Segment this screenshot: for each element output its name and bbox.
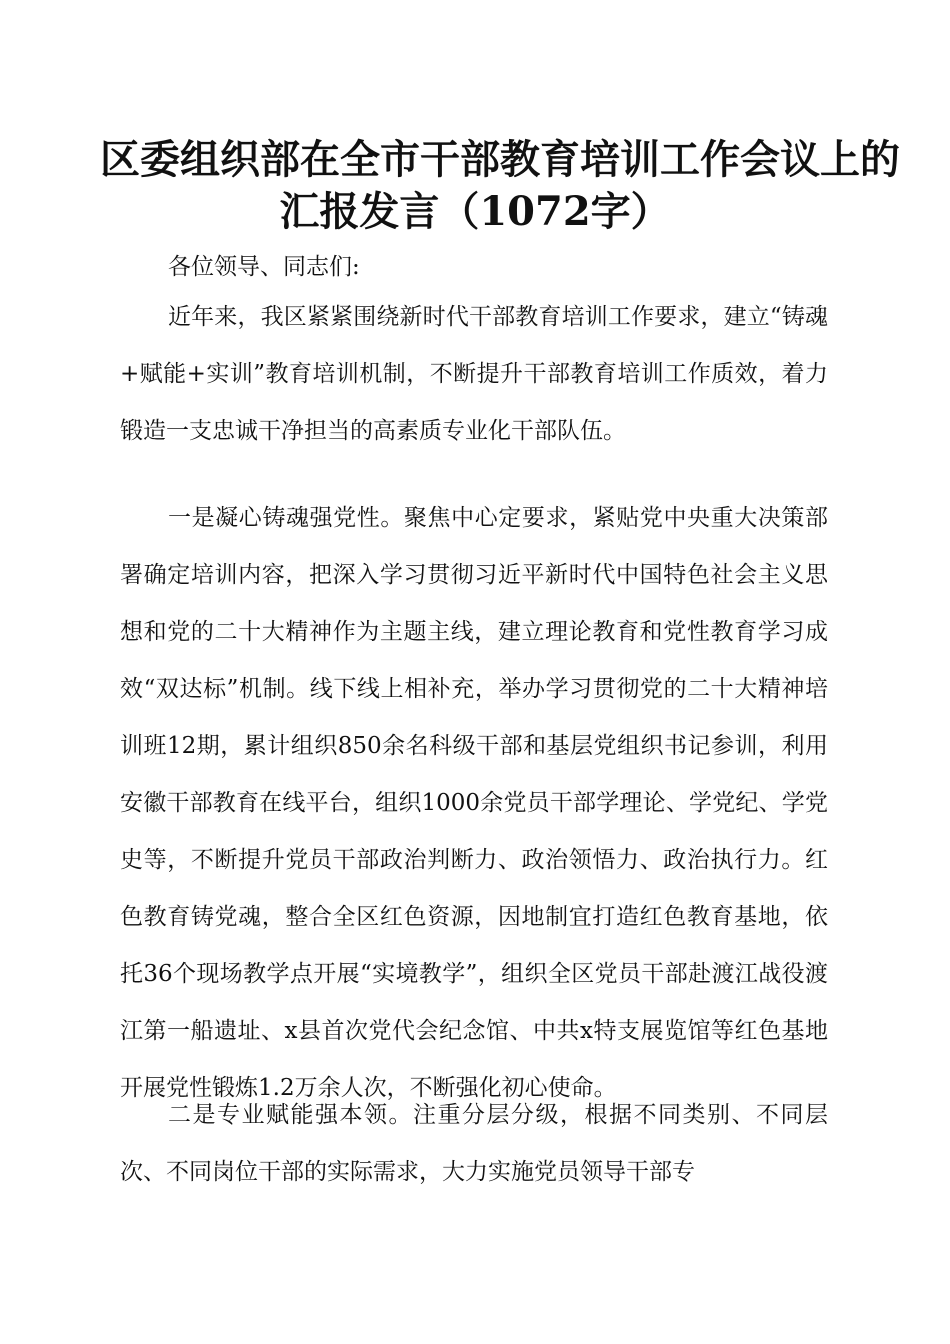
document-title-line-2: 汇报发言（1072字） [279,188,671,235]
paragraph-intro: 近年来，我区紧紧围绕新时代干部教育培训工作要求，建立“铸魂+赋能+实训”教育培训机制，不断提升干部教育培训工作质效，着力锻造一支忠诚干净担当的高素质专业化干部队伍。 [120,304,828,444]
document-title-line-1: 区委组织部在全市干部教育培训工作会议上的 [100,136,900,183]
salutation: 各位领导、同志们: [168,254,360,280]
paragraph-point-two: 二是专业赋能强本领。注重分层分级，根据不同类别、不同层次、不同岗位干部的实际需求，大力实施党员领导干部专 [120,1102,828,1185]
paragraph-point-one: 一是凝心铸魂强党性。聚焦中心定要求，紧贴党中央重大决策部署确定培训内容，把深入学习贯彻习近平新时代中国特色社会主义思想和党的二十大精神作为主题主线，建立理论教育和党性教育学习成效“双达标”机制。线下线上相补充，举办学习贯彻党的二十大精神培训班12期，累计组织850余名科级干部和基层党组织书记参训，利用安徽干部教育在线平台，组织1000余党员干部学理论、学党纪、学党史等，不断提升党员干部政治判断力、政治领悟力、政治执行力。红色教育铸党魂，整合全区红色资源，因地制宜打造红色教育基地，依托36个现场教学点开展“实境教学”，组织全区党员干部赴渡江战役渡江第一船遗址、x县首次党代会纪念馆、中共x特支展览馆等红色基地开展党性锻炼1.2万余人次，不断强化初心使命。 [120,505,828,1101]
